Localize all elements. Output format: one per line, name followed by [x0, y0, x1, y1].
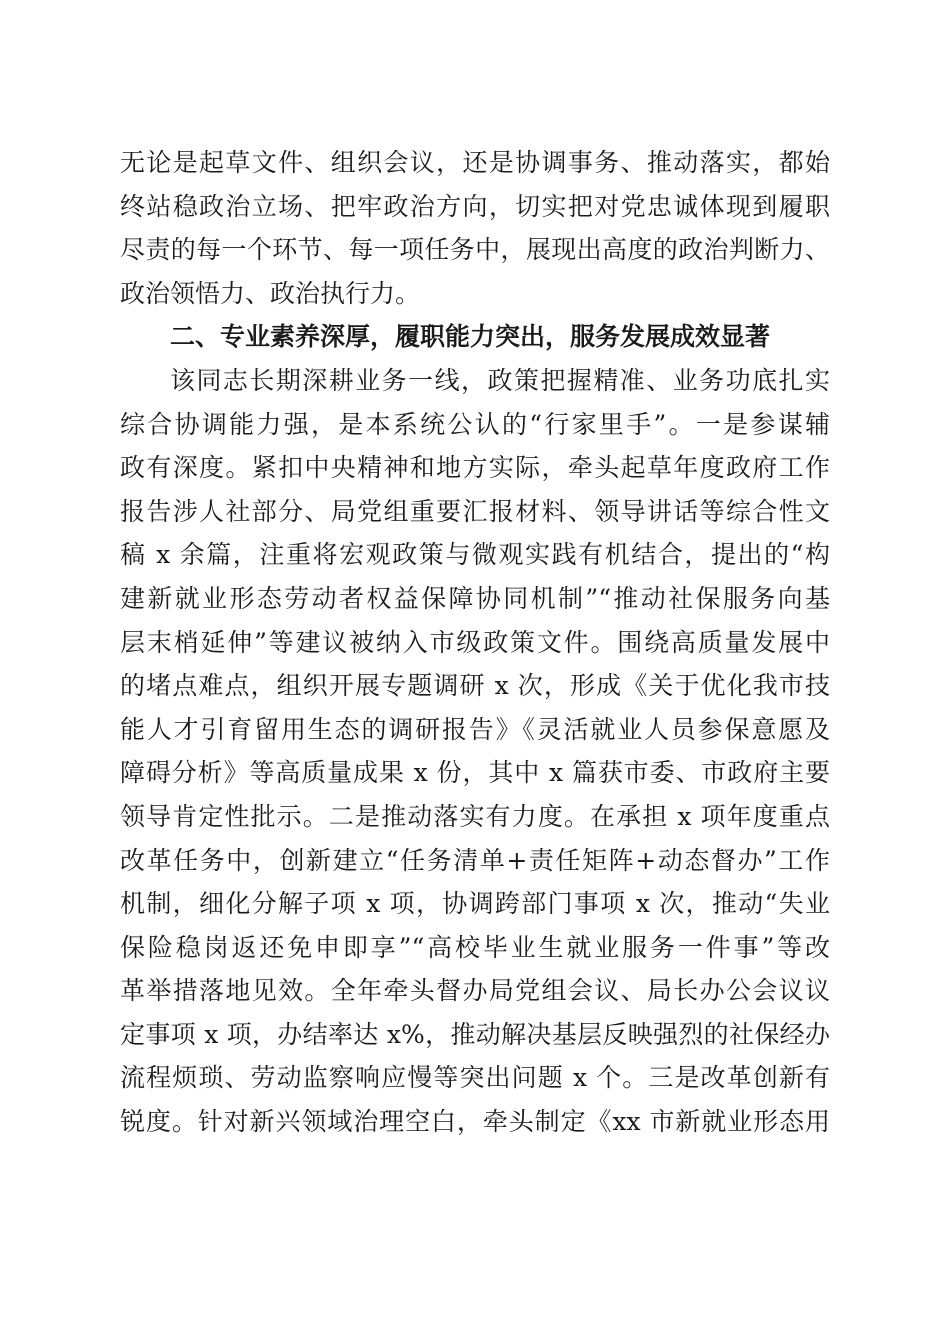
- text-line: 的堵点难点，组织开展专题调研 x 次，形成《关于优化我市技: [120, 671, 830, 701]
- text-line: 机制，细化分解子项 x 项，协调跨部门事项 x 次，推动“失业: [120, 889, 830, 919]
- text-line: 流程烦琐、劳动监察响应慢等突出问题 x 个。三是改革创新有: [120, 1063, 830, 1093]
- text-line: 定事项 x 项，办结率达 x%，推动解决基层反映强烈的社保经办: [120, 1019, 830, 1049]
- text-line: 该同志长期深耕业务一线，政策把握精准、业务功底扎实: [170, 365, 830, 395]
- text-line: 尽责的每一个环节、每一项任务中，展现出高度的政治判断力、: [120, 235, 830, 265]
- paragraph-professional-ability: [120, 359, 830, 1144]
- section-heading: 二、专业素养深厚，履职能力突出，服务发展成效显著: [170, 322, 771, 352]
- text-line: 无论是起草文件、组织会议，还是协调事务、推动落实，都始: [120, 148, 830, 177]
- text-line: 改革任务中，创新建立“任务清单+责任矩阵+动态督办”工作: [120, 845, 830, 875]
- text-line: 建新就业形态劳动者权益保障协同机制”“推动社保服务向基: [120, 583, 830, 613]
- text-line: 政治领悟力、政治执行力。: [120, 278, 421, 308]
- text-line: 锐度。针对新兴领域治理空白，牵头制定《xx 市新就业形态用: [120, 1107, 830, 1137]
- text-line: 稿 x 余篇，注重将宏观政策与微观实践有机结合，提出的“构: [120, 540, 830, 570]
- document-body: [120, 141, 830, 1144]
- paragraph-political-stance: [120, 141, 830, 315]
- text-line: 终站稳政治立场、把牢政治方向，切实把对党忠诚体现到履职: [120, 191, 830, 221]
- text-line: 能人才引育留用生态的调研报告》《灵活就业人员参保意愿及: [120, 714, 830, 744]
- text-line: 障碍分析》等高质量成果 x 份，其中 x 篇获市委、市政府主要: [120, 758, 830, 788]
- text-line: 层末梢延伸”等建议被纳入市级政策文件。围绕高质量发展中: [120, 627, 830, 657]
- text-line: 革举措落地见效。全年牵头督办局党组会议、局长办公会议议: [120, 976, 830, 1006]
- text-line: 综合协调能力强，是本系统公认的“行家里手”。一是参谋辅: [120, 409, 830, 439]
- text-line: 领导肯定性批示。二是推动落实有力度。在承担 x 项年度重点: [120, 801, 830, 831]
- text-line: 报告涉人社部分、局党组重要汇报材料、领导讲话等综合性文: [120, 496, 830, 526]
- text-line: 政有深度。紧扣中央精神和地方实际，牵头起草年度政府工作: [120, 453, 830, 483]
- text-line: 保险稳岗返还免申即享”“高校毕业生就业服务一件事”等改: [120, 932, 830, 962]
